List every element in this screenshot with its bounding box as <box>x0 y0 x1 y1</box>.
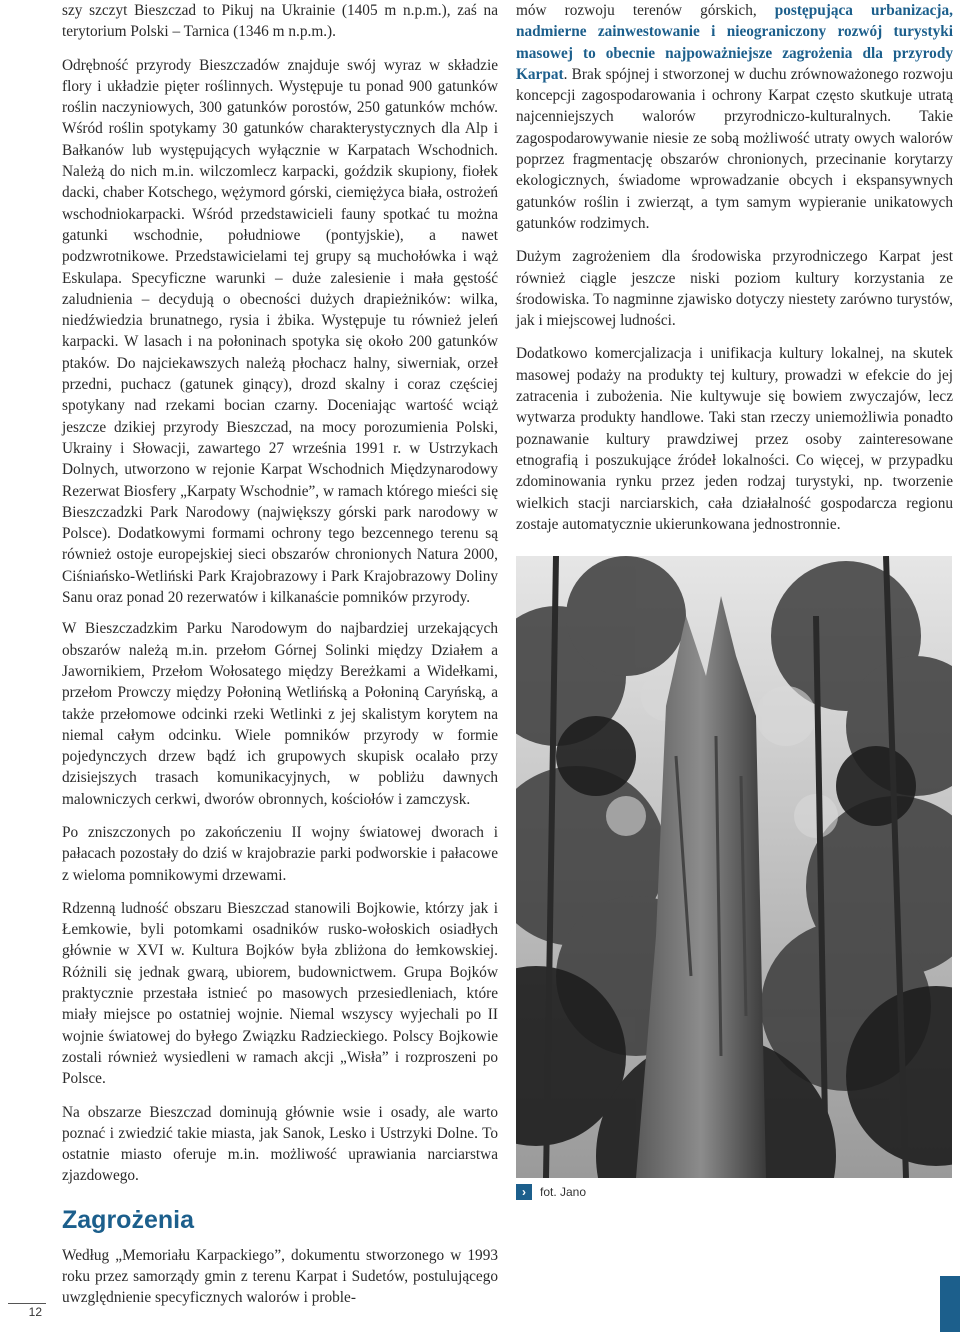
paragraph: Rdzenną ludność obszaru Bieszczad stanowili Bojkowie, którzy jak i Łemkowie, byli potomkami osadników rusko-wołoskich osiadłych głównie w XVI w. Kultura Bojków była zbliżona do łemkowskiej. Różnili się jednak gwarą, ubiorem, budownictwem. Grupa Bojków praktycznie przestała istnieć po masowych przesiedleniach, które miały miejsce po ostatniej wojnie. Niemal wszyscy wyjechali po II wojnie światowej do byłego Związku Radzieckiego. Polscy Bojkowie zostali również wysiedleni w ramach akcji „Wisła” i rozproszeni po Polsce. <box>62 899 498 1088</box>
forest-photo <box>516 556 952 1178</box>
section-heading: Zagrożenia <box>62 1205 194 1234</box>
paragraph: W Bieszczadzkim Parku Narodowym do najbardziej urzekających obszarów należą m.in. przełom Górnej Solinki między Działem a Jawornikiem, Przełom Wołosatego między Bereżkami a Widełkami, przełom Prowczy między Połoniną Wetlińską a Połoniną Caryńską, a także przełomowe odcinki rzeki Wetlinki z jej skalistym korytem na niemal całym odcinku. Wiele pomników przyrody w formie pojedynczych drzew bądź ich grupowych skupisk ocalało przy dzisiejszych trasach komunikacyjnych, w pobliżu dawnych malowniczych cerkwi, dworów obronnych, kościołów i zamczysk. <box>62 620 498 808</box>
paragraph <box>516 0 953 234</box>
corner-accent-bar <box>940 1276 960 1332</box>
right-column <box>516 0 953 547</box>
paragraph: Po zniszczonych po zakończeniu II wojny światowej dworach i pałacach pozostały do dziś w krajobrazie parki podworskie i pałacowe z wieloma pomnikowymi drzewami. <box>62 823 498 884</box>
paragraph: Według „Memoriału Karpackiego”, dokumentu stworzonego w 1993 roku przez samorządy gmin z terenu Karpat i Sudetów, postulującego uwzględnienie specyficznych walorów i proble- <box>62 1246 498 1307</box>
page-number: 12 <box>28 1305 42 1319</box>
paragraph: szy szczyt Bieszczad to Pikuj na Ukrainie (1405 m n.p.m.), zaś na terytorium Polski – Tarnica (1346 m n.p.m.). <box>62 2 498 41</box>
credit-text: fot. Jano <box>540 1185 587 1199</box>
forest-illustration <box>516 556 952 1178</box>
paragraph: Dodatkowo komercjalizacja i unifikacja kultury lokalnej, na skutek masowej podaży na produkty tej kultury, prowadzi w efekcie do jej zatracenia i zubożenia. Nie kultywuje się bowiem zwyczajów, lecz wytwarza produkty handlowe. Taki stan rzeczy uniemożliwia ponadto poznawanie kultury prawdziwej przez osoby zainteresowane etnografią i poszukujące źródeł lokalności. Co więcej, w przypadku zdominowania rynku przez jeden rodzaj turystyki, np. tworzenie wielkich stacji narciarskich, cała działalność gospodarcza regionu zostaje automatycznie ukierunkowana jednostronnie. <box>516 345 953 533</box>
arrow-icon: › <box>516 1184 532 1200</box>
photo-credit <box>516 1184 586 1200</box>
paragraph: Na obszarze Bieszczad dominują głównie wsie i osady, ale warto poznać i zwiedzić takie miasta, jak Sanok, Lesko i Ustrzyki Dolne. To ostatnie miasto oferuje m.in. możliwość uprawiania narciarstwa zjazdowego. <box>62 1103 498 1185</box>
paragraph-start: mów rozwoju terenów górskich, <box>516 2 775 19</box>
left-column <box>62 0 498 1321</box>
paragraph: Dużym zagrożeniem dla środowiska przyrodniczego Karpat jest również ciągle jeszcze niski poziom kultury korzystania ze środowiska. To nagminne zjawisko dotyczy niestety zarówno turystów, jak i miejscowej ludności. <box>516 248 953 330</box>
page-number-rule <box>8 1303 46 1304</box>
highlighted-text: postępująca urbanizacja, nadmierne zainwestowanie i nieograniczony rozwój turystyki masowej to obecnie najpoważniejsze zagrożenia dla przyrody Karpat <box>516 2 953 83</box>
paragraph: Odrębność przyrody Bieszczadów znajduje swój wyraz w składzie flory i układzie pięter roślinnych. Występuje tu ponad 900 gatunków roślin naczyniowych, 300 gatunków porostów, 250 gatunków mchów. Wśród roślin spotykamy 30 gatunków charakterystycznych dla Alp i Bałkanów lub występujących wyłącznie w Karpatach Wschodnich. Należą do nich m.in. wilczomlecz karpacki, goździk skupiony, fiołek dacki, chaber Kotschego, wężymord górski, ciemiężyca biała, ostrożeń wschodniokarpacki. Wśród przedstawicieli fauny spotkać tu można gatunki wschodnie, południowe (pontyjskie), a nawet podzwrotnikowe. Przedstawicielami tej grupy są muchołówka i wąż Eskulapa. Specyficzne warunki – duże zalesienie i mała gęstość zaludnienia – decydują o obecności dużych drapieżników: wilka, niedźwiedzia brunatnego, rysia i żbika. Występuje tu również jeleń karpacki. W lasach i na połoninach spotyka się około 200 gatunków ptaków. Do najciekawszych należą płochacz halny, siwerniak, orzeł przedni, puchacz (gatunek ginący), drozd skalny i coraz częściej spotykany nad rzekami bocian czarny. Doceniając wartość wciąż jeszcze dzikiej przyrody Bieszczad, na mocy porozumienia Polski, Ukrainy i Słowacji, zawartego 27 września 1991 r. w Ustrzykach Dolnych, utworzono w rejonie Karpat Wschodnich Międzynarodowy Rezerwat Biosfery „Karpaty Wschodnie”, w ramach którego mieści się Bieszczadzki Park Narodowy (największy górski park narodowy w Polsce). Dodatkowymi formami ochrony tego bezcennego terenu są również ostoje europejskiej sieci obszarów chronionych Natura 2000, Ciśniańsko-Wetliński Park Krajobrazowy i Park Krajobrazowy Doliny Sanu oraz ponad 20 rezerwatów i kilkanaście pomników przyrody. <box>62 56 498 607</box>
paragraph-end: . Brak spójnej i stworzonej w duchu zrównoważonego rozwoju koncepcji zagospodarowania i ochrony Karpat często skutkuje utratą najcenniejszych walorów przyrodniczo-kulturalnych. Takie zagospodarowywanie niesie ze sobą możliwość utraty owych walorów poprzez fragmentację obszarów chronionych, przecinanie korytarzy ekologicznych, świadome wprowadzanie obcych i ekspansywnych gatunków roślin i zwierząt, a tym samym wypieranie unikatowych gatunków rodzimych. <box>516 65 953 232</box>
